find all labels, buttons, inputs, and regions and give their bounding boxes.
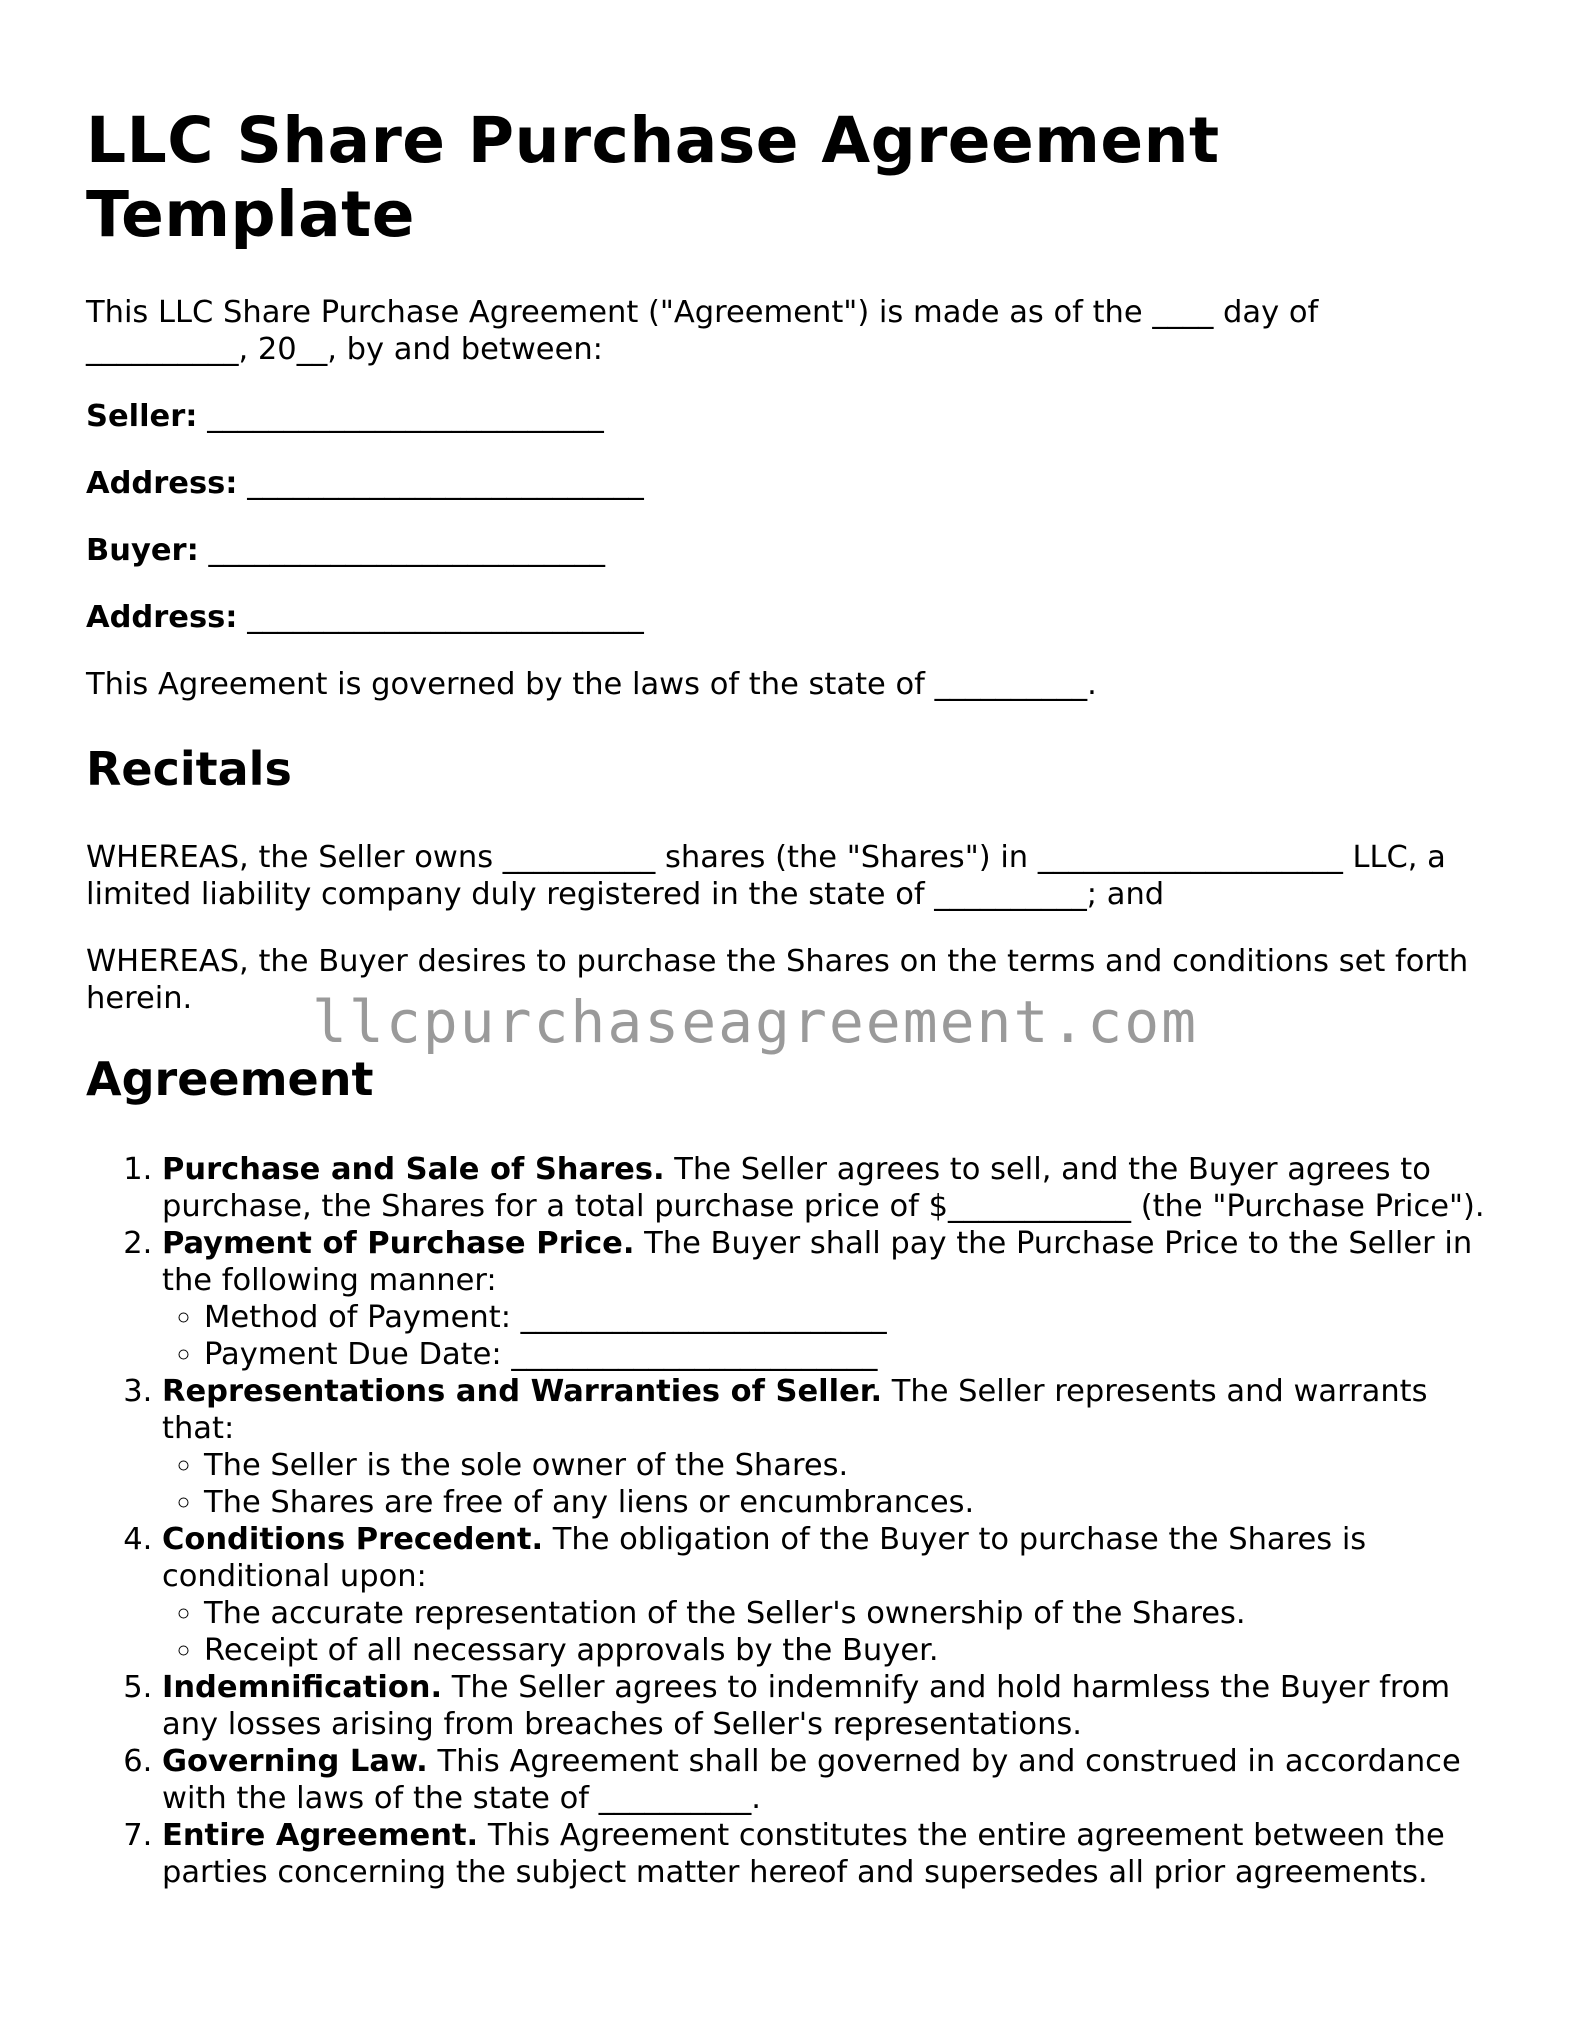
- sub-list: [162, 1299, 1486, 1373]
- recitals-heading: Recitals: [86, 742, 292, 796]
- clause-item: [162, 1373, 1486, 1521]
- sub-item: ◦ The accurate representation of the Seller's ownership of the Shares.: [204, 1595, 1486, 1632]
- clause-list: [86, 1151, 1486, 1891]
- sub-item: ◦ The Seller is the sole owner of the Shares.: [204, 1447, 1486, 1484]
- clause-text: The Seller represents and warrants that:: [162, 1374, 1428, 1446]
- seller-address-label: Address:: [86, 466, 238, 501]
- clause-title: Indemnification.: [162, 1670, 443, 1705]
- clause-title: Governing Law.: [162, 1744, 428, 1779]
- clause-text: The Seller agrees to indemnify and hold harmless the Buyer from any losses arising from breaches of Seller's representations.: [162, 1670, 1451, 1742]
- sub-item: ◦ The Shares are free of any liens or encumbrances.: [204, 1484, 1486, 1521]
- recital-paragraph: WHEREAS, the Buyer desires to purchase the Shares on the terms and conditions set forth herein.: [86, 944, 1469, 1016]
- buyer-address-blank: __________________________: [247, 600, 644, 635]
- buyer-line: [86, 532, 1486, 569]
- sub-item: ◦ Method of Payment: ________________________: [204, 1299, 1486, 1336]
- seller-line: [86, 398, 1486, 435]
- clause-title: Purchase and Sale of Shares.: [162, 1152, 665, 1187]
- buyer-address-line: [86, 599, 1486, 636]
- intro-paragraph: This LLC Share Purchase Agreement ("Agreement") is made as of the ____ day of __________, 20__, by and between:: [86, 295, 1319, 367]
- sub-list: [162, 1447, 1486, 1521]
- seller-address-blank: __________________________: [247, 466, 644, 501]
- clause-item: [162, 1817, 1486, 1891]
- clause-text: This Agreement constitutes the entire agreement between the parties concerning the subject matter hereof and supersedes all prior agreements.: [162, 1818, 1445, 1890]
- clause-item: [162, 1521, 1486, 1669]
- seller-blank: __________________________: [207, 399, 604, 434]
- sub-item: ◦ Receipt of all necessary approvals by the Buyer.: [204, 1632, 1486, 1669]
- document-title: LLC Share Purchase Agreement Template: [86, 104, 1220, 251]
- seller-label: Seller:: [86, 399, 198, 434]
- clause-item: [162, 1743, 1486, 1817]
- agreement-heading: Agreement: [86, 1052, 374, 1106]
- clause-title: Entire Agreement.: [162, 1818, 479, 1853]
- sub-item: ◦ Payment Due Date: ________________________: [204, 1336, 1486, 1373]
- clause-title: Conditions Precedent.: [162, 1522, 544, 1557]
- recital-paragraph: WHEREAS, the Seller owns __________ shares (the "Shares") in ____________________ LLC, a limited liability company duly registered in the state of __________; and: [86, 840, 1446, 912]
- clause-item: [162, 1669, 1486, 1743]
- clause-text: The obligation of the Buyer to purchase the Shares is conditional upon:: [162, 1522, 1367, 1594]
- clause-item: [162, 1225, 1486, 1373]
- buyer-label: Buyer:: [86, 533, 199, 568]
- clause-text: The Buyer shall pay the Purchase Price to the Seller in the following manner:: [162, 1226, 1473, 1298]
- clause-item: [162, 1151, 1486, 1225]
- clause-text: The Seller agrees to sell, and the Buyer agrees to purchase, the Shares for a total purchase price of $____________ (the "Purchase Price").: [162, 1152, 1485, 1224]
- buyer-address-label: Address:: [86, 600, 238, 635]
- governing-statement: This Agreement is governed by the laws of the state of __________.: [86, 667, 1097, 702]
- clause-title: Representations and Warranties of Seller.: [162, 1374, 883, 1409]
- clause-title: Payment of Purchase Price.: [162, 1226, 635, 1261]
- watermark: llcpurchaseagreement.com: [312, 988, 1199, 1056]
- seller-address-line: [86, 465, 1486, 502]
- sub-list: [162, 1595, 1486, 1669]
- clause-text: This Agreement shall be governed by and construed in accordance with the laws of the state of __________.: [162, 1744, 1461, 1816]
- buyer-blank: __________________________: [208, 533, 605, 568]
